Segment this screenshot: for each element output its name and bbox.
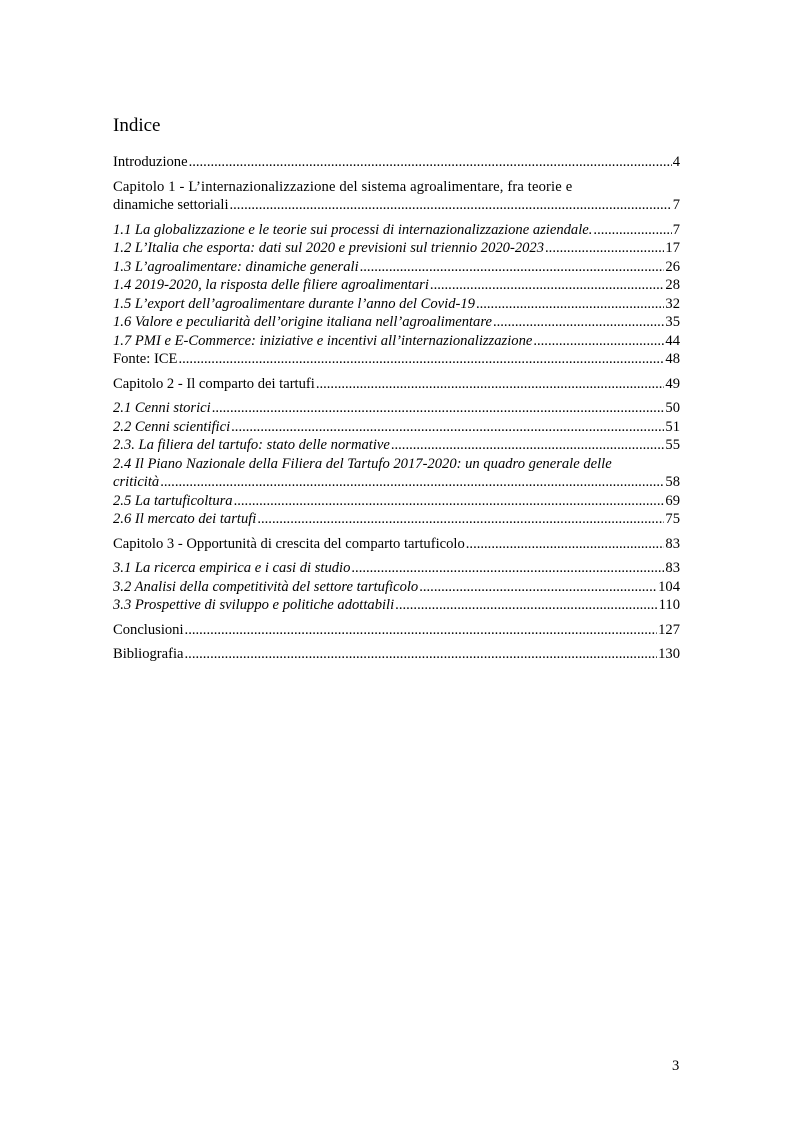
toc-entry-section-3-3[interactable] bbox=[113, 596, 680, 615]
toc-entry-page: 26 bbox=[665, 258, 680, 275]
page-number: 3 bbox=[672, 1058, 680, 1074]
page-title: Indice bbox=[113, 115, 161, 136]
toc-entry-section-1-4[interactable] bbox=[113, 276, 680, 295]
toc-entry-label: Fonte: ICE bbox=[113, 351, 178, 367]
toc-entry-page: 69 bbox=[665, 492, 680, 509]
toc-entry-page: 50 bbox=[665, 400, 680, 416]
dot-leader bbox=[189, 153, 672, 172]
toc-entry-label: Capitolo 3 - Opportunità di crescita del comparto tartuficolo bbox=[113, 535, 465, 552]
toc-entry-label: 1.1 La globalizzazione e le teorie sui processi di internazionalizzazione aziendale. bbox=[113, 221, 593, 238]
toc-entry-section-2-5[interactable] bbox=[113, 492, 680, 511]
dot-leader bbox=[360, 258, 665, 277]
toc-entry-page: 75 bbox=[665, 511, 680, 527]
toc-entry-capitolo-1[interactable] bbox=[113, 178, 680, 215]
dot-leader bbox=[545, 239, 664, 258]
toc-entry-bibliografia[interactable] bbox=[113, 645, 680, 664]
dot-leader bbox=[231, 418, 664, 437]
toc-entry-page: 4 bbox=[672, 154, 680, 170]
toc-entry-capitolo-2[interactable] bbox=[113, 375, 680, 394]
dot-leader bbox=[316, 375, 665, 394]
toc-entry-section-1-7[interactable] bbox=[113, 332, 680, 351]
toc-entry-page: 28 bbox=[665, 277, 680, 293]
toc-entry-label-line-2: dinamiche settoriali bbox=[113, 197, 229, 213]
toc-entry-page: 7 bbox=[672, 197, 680, 213]
toc-entry-fonte-ice[interactable] bbox=[113, 350, 680, 369]
toc-entry-section-1-5[interactable] bbox=[113, 295, 680, 314]
toc-entry-section-1-6[interactable] bbox=[113, 313, 680, 332]
toc-entry-label: 3.1 La ricerca empirica e i casi di studio bbox=[113, 560, 351, 576]
toc-entry-section-1-1[interactable] bbox=[113, 221, 680, 240]
dot-leader bbox=[533, 332, 664, 351]
toc-entry-section-2-1[interactable] bbox=[113, 399, 680, 418]
toc-entry-page: 127 bbox=[658, 621, 680, 638]
toc-entry-page: 48 bbox=[665, 351, 680, 367]
dot-leader bbox=[230, 196, 672, 215]
toc-entry-label-line-1: Capitolo 1 - L’internazionalizzazione del sistema agroalimentare, fra teorie e bbox=[113, 178, 573, 195]
toc-entry-label: 2.2 Cenni scientifici bbox=[113, 418, 231, 435]
toc-entry-label: Bibliografia bbox=[113, 646, 184, 662]
toc-entry-conclusioni[interactable] bbox=[113, 621, 680, 640]
toc-entry-section-2-3[interactable] bbox=[113, 436, 680, 455]
toc-entry-label: Capitolo 2 - Il comparto dei tartufi bbox=[113, 375, 315, 392]
toc-entry-section-2-4[interactable] bbox=[113, 455, 680, 492]
dot-leader bbox=[351, 559, 664, 578]
toc-entry-page: 58 bbox=[665, 474, 680, 490]
dot-leader bbox=[493, 313, 664, 332]
dot-leader bbox=[391, 436, 665, 455]
dot-leader bbox=[257, 510, 664, 529]
dot-leader bbox=[160, 473, 664, 492]
toc-entry-label: 1.3 L’agroalimentare: dinamiche generali bbox=[113, 258, 359, 275]
toc-entry-section-1-2[interactable] bbox=[113, 239, 680, 258]
toc-entry-section-2-6[interactable] bbox=[113, 510, 680, 529]
toc-entry-label: 1.7 PMI e E-Commerce: iniziative e incentivi all’internazionalizzazione bbox=[113, 332, 533, 349]
dot-leader bbox=[185, 645, 658, 664]
toc-entry-page: 51 bbox=[665, 418, 680, 435]
toc-entry-page: 32 bbox=[665, 295, 680, 312]
toc-entry-introduzione[interactable] bbox=[113, 153, 680, 172]
toc-entry-page: 104 bbox=[658, 578, 680, 595]
toc-entry-label: 1.4 2019-2020, la risposta delle filiere agroalimentari bbox=[113, 277, 429, 293]
toc-entry-capitolo-3[interactable] bbox=[113, 535, 680, 554]
toc-entry-page: 49 bbox=[665, 375, 680, 392]
toc-entry-label-line-2: criticità bbox=[113, 474, 160, 490]
dot-leader bbox=[593, 221, 671, 240]
toc-entry-page: 55 bbox=[665, 437, 680, 453]
dot-leader bbox=[430, 276, 664, 295]
toc-entry-label: 1.2 L’Italia che esporta: dati sul 2020 e previsioni sul triennio 2020-2023 bbox=[113, 240, 545, 256]
toc-entry-label: 2.1 Cenni storici bbox=[113, 400, 211, 416]
dot-leader bbox=[476, 295, 664, 314]
dot-leader bbox=[466, 535, 665, 554]
dot-leader bbox=[178, 350, 664, 369]
dot-leader bbox=[234, 492, 665, 511]
dot-leader bbox=[419, 578, 657, 597]
toc-entry-label: 3.3 Prospettive di sviluppo e politiche adottabili bbox=[113, 597, 395, 613]
toc-entry-label: 2.6 Il mercato dei tartufi bbox=[113, 511, 257, 527]
toc-entry-label: 3.2 Analisi della competitività del settore tartuficolo bbox=[113, 578, 419, 595]
toc-entry-page: 7 bbox=[672, 221, 680, 238]
toc-entry-page: 83 bbox=[665, 535, 680, 552]
dot-leader bbox=[395, 596, 657, 615]
toc-entry-label: Introduzione bbox=[113, 154, 188, 170]
table-of-contents bbox=[113, 153, 680, 670]
toc-entry-section-1-3[interactable] bbox=[113, 258, 680, 277]
toc-entry-label: 1.6 Valore e peculiarità dell’origine italiana nell’agroalimentare bbox=[113, 314, 492, 330]
dot-leader bbox=[185, 621, 658, 640]
toc-entry-label: 1.5 L’export dell’agroalimentare durante l’anno del Covid-19 bbox=[113, 295, 475, 312]
toc-entry-page: 83 bbox=[665, 560, 680, 576]
toc-entry-label: 2.3. La filiera del tartufo: stato delle normative bbox=[113, 437, 390, 453]
toc-entry-label-line-1: 2.4 Il Piano Nazionale della Filiera del Tartufo 2017-2020: un quadro generale delle bbox=[113, 455, 612, 472]
toc-entry-section-3-1[interactable] bbox=[113, 559, 680, 578]
toc-entry-page: 110 bbox=[658, 597, 680, 613]
toc-entry-section-2-2[interactable] bbox=[113, 418, 680, 437]
toc-entry-page: 17 bbox=[665, 240, 680, 256]
toc-entry-label: Conclusioni bbox=[113, 621, 184, 638]
dot-leader bbox=[212, 399, 665, 418]
toc-entry-page: 130 bbox=[658, 646, 680, 662]
toc-entry-section-3-2[interactable] bbox=[113, 578, 680, 597]
toc-entry-label: 2.5 La tartuficoltura bbox=[113, 492, 233, 509]
toc-entry-page: 44 bbox=[665, 332, 680, 349]
toc-entry-page: 35 bbox=[665, 314, 680, 330]
